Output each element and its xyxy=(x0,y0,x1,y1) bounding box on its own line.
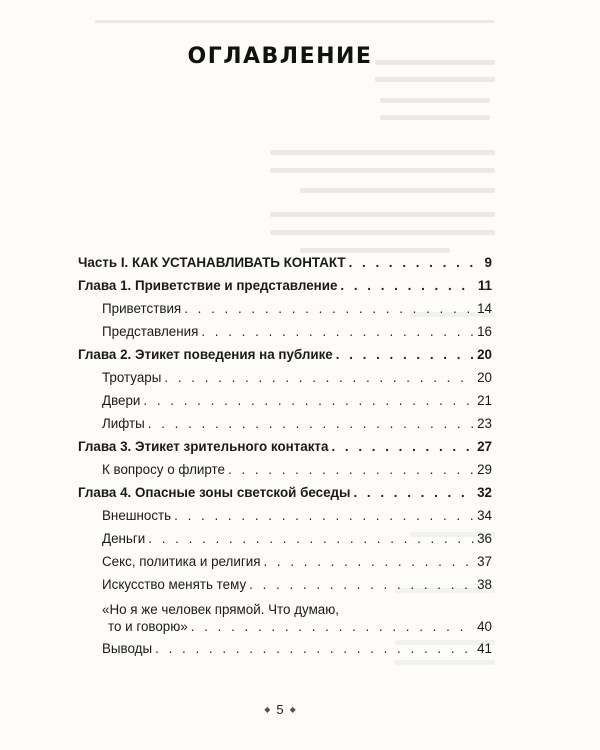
toc-page: 40 xyxy=(477,619,492,634)
toc-entry[interactable] xyxy=(78,370,492,393)
toc-label: Выводы xyxy=(102,641,153,656)
toc-part-1[interactable] xyxy=(78,255,492,278)
toc-label: Деньги xyxy=(102,531,146,546)
toc-page: 21 xyxy=(477,393,492,408)
leader-dots xyxy=(184,301,474,316)
diamond-ornament-icon: ◆ xyxy=(264,705,271,714)
leader-dots xyxy=(155,641,474,656)
page-number xyxy=(0,702,560,717)
toc-chapter-3[interactable] xyxy=(78,439,492,462)
toc-chapter-4[interactable] xyxy=(78,485,492,508)
toc-entry[interactable] xyxy=(78,416,492,439)
leader-dots xyxy=(143,393,474,408)
leader-dots xyxy=(249,577,474,592)
toc-chapter-1[interactable] xyxy=(78,278,492,301)
leader-dots xyxy=(174,508,474,523)
toc-label: Глава 4. Опасные зоны светской беседы xyxy=(78,485,351,500)
leader-dots xyxy=(263,554,474,569)
toc-label: Тротуары xyxy=(102,370,162,385)
toc-label: Приветствия xyxy=(102,301,182,316)
toc-label-line2: то и говорю» xyxy=(108,619,188,634)
toc-label: Глава 2. Этикет поведения на публике xyxy=(78,347,333,362)
toc-page: 20 xyxy=(477,347,492,362)
toc-page: 41 xyxy=(477,641,492,656)
leader-dots xyxy=(331,439,474,454)
page-title: ОГЛАВЛЕНИЕ xyxy=(187,44,373,69)
toc-page: 36 xyxy=(477,531,492,546)
leader-dots xyxy=(353,485,474,500)
table-of-contents xyxy=(78,255,492,664)
toc-label-line1: «Но я же человек прямой. Что думаю, xyxy=(102,602,339,617)
toc-entry[interactable] xyxy=(78,577,492,600)
toc-label: Глава 3. Этикет зрительного контакта xyxy=(78,439,329,454)
toc-page: 9 xyxy=(484,255,492,270)
toc-page: 14 xyxy=(477,301,492,316)
leader-dots xyxy=(340,278,474,293)
toc-label: Двери xyxy=(102,393,141,408)
diamond-ornament-icon: ◆ xyxy=(289,705,296,714)
toc-label: Секс, политика и религия xyxy=(102,554,261,569)
toc-page: 23 xyxy=(477,416,492,431)
toc-page: 34 xyxy=(477,508,492,523)
toc-page: 32 xyxy=(477,485,492,500)
toc-page: 37 xyxy=(477,554,492,569)
leader-dots xyxy=(349,255,482,270)
toc-entry[interactable] xyxy=(78,462,492,485)
toc-label: Глава 1. Приветствие и представление xyxy=(78,278,338,293)
leader-dots xyxy=(336,347,474,362)
toc-label: Внешность xyxy=(102,508,172,523)
toc-entry[interactable] xyxy=(78,393,492,416)
toc-label: Часть I. КАК УСТАНАВЛИВАТЬ КОНТАКТ xyxy=(78,255,346,270)
leader-dots xyxy=(228,462,474,477)
leader-dots xyxy=(148,531,474,546)
folio-number: 5 xyxy=(276,702,284,717)
toc-chapter-2[interactable] xyxy=(78,347,492,370)
leader-dots xyxy=(148,416,474,431)
toc-label: Лифты xyxy=(102,416,145,431)
toc-entry[interactable] xyxy=(78,531,492,554)
toc-page: 16 xyxy=(477,324,492,339)
toc-entry[interactable] xyxy=(78,641,492,664)
toc-entry[interactable] xyxy=(78,508,492,531)
toc-page: 27 xyxy=(477,439,492,454)
toc-page: 20 xyxy=(477,370,492,385)
toc-page: 38 xyxy=(477,577,492,592)
toc-page: 29 xyxy=(477,462,492,477)
toc-label: К вопросу о флирте xyxy=(102,462,225,477)
leader-dots xyxy=(201,324,474,339)
toc-entry-multiline[interactable] xyxy=(78,600,492,641)
toc-label: Искусство менять тему xyxy=(102,577,247,592)
toc-label: Представления xyxy=(102,324,199,339)
toc-entry[interactable] xyxy=(78,301,492,324)
leader-dots xyxy=(164,370,474,385)
toc-page: 11 xyxy=(477,278,492,293)
leader-dots xyxy=(191,619,474,634)
toc-entry[interactable] xyxy=(78,324,492,347)
toc-entry[interactable] xyxy=(78,554,492,577)
